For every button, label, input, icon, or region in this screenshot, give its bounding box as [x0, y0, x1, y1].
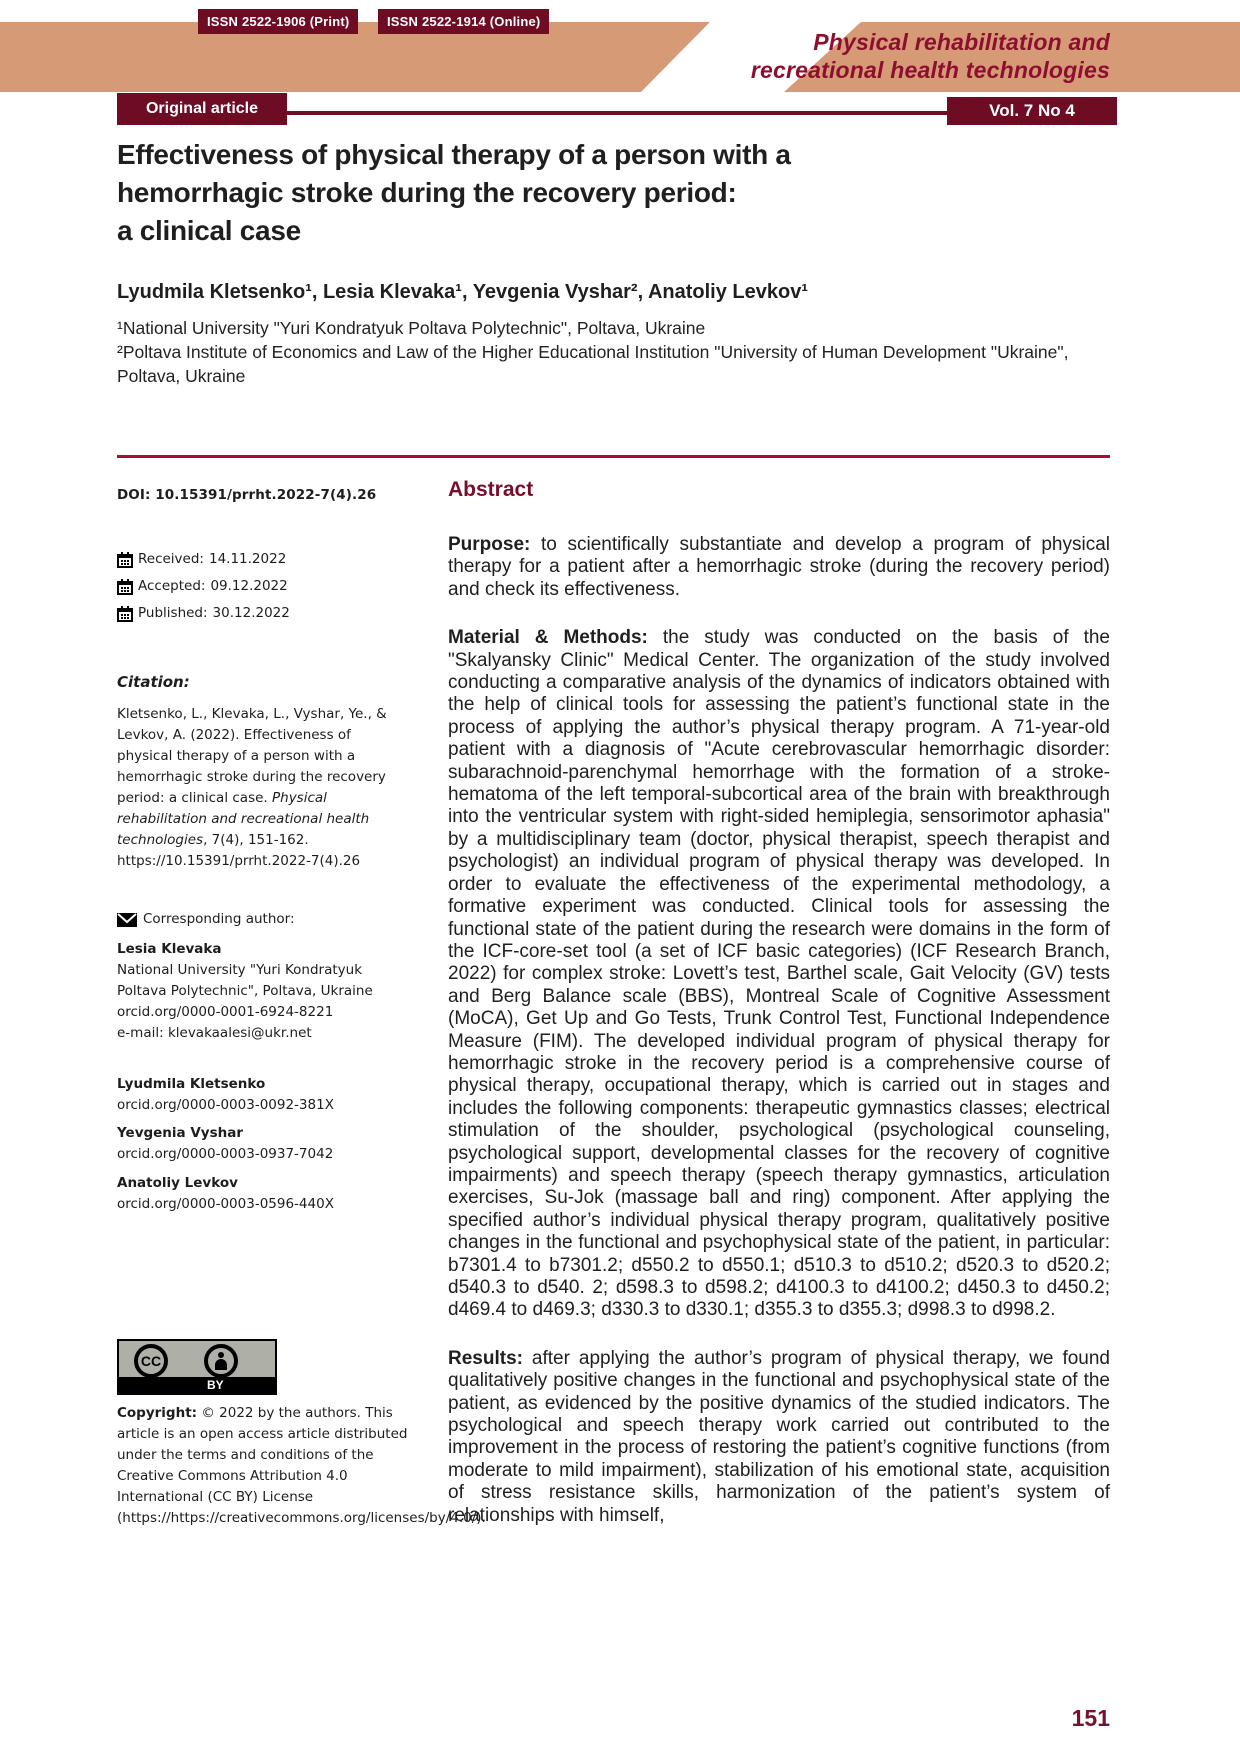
calendar-icon — [117, 552, 133, 568]
cc-by-strip — [119, 1377, 275, 1393]
received-label: Received: — [138, 551, 204, 567]
author-orcid-id-1: orcid.org/0000-0003-0092-381X — [117, 1097, 334, 1113]
cc-by-license-badge — [117, 1339, 277, 1395]
corresponding-email: e-mail: klevakaalesi@ukr.net — [117, 1025, 312, 1041]
authors-line: Lyudmila Kletsenko¹, Lesia Klevaka¹, Yevgenia Vyshar², Anatoliy Levkov¹ — [117, 281, 809, 303]
copyright-body: © 2022 by the authors. This article is an open access article distributed under the terms and conditions of the Creative Commons Attribution 4.0 International (CC BY) License (https://https://creativecommons.org/licenses/by/4.0/). — [117, 1405, 486, 1526]
copyright-text — [117, 1403, 486, 1529]
received-row — [117, 546, 410, 573]
corresponding-author-row — [117, 909, 410, 930]
by-label: BY — [207, 1378, 224, 1392]
person-glyph — [214, 1352, 228, 1370]
affiliations — [117, 316, 1110, 388]
published-row — [117, 600, 410, 627]
volume-badge: Vol. 7 No 4 — [947, 97, 1117, 125]
calendar-icon — [117, 579, 133, 595]
received-value: 14.11.2022 — [208, 551, 287, 567]
abstract-results-paragraph — [448, 1348, 1110, 1527]
corresponding-label: Corresponding author: — [143, 911, 295, 927]
column-gap — [410, 470, 448, 1553]
envelope-icon — [117, 913, 137, 927]
cc-icon: CC — [134, 1344, 168, 1378]
author-orcid-name-3: Anatoliy Levkov — [117, 1175, 238, 1191]
doi-text: DOI: 10.15391/prrht.2022-7(4).26 — [117, 487, 377, 503]
author-orcid-name-2: Yevgenia Vyshar — [117, 1125, 244, 1141]
citation-pre: Kletsenko, L., Klevaka, L., Vyshar, Ye., & Levkov, A. (2022). Effectiveness of physical therapy of a person with a hemorrhagic stroke during the recovery period: a clinical case. — [117, 706, 387, 806]
corresponding-affiliation: National University "Yuri Kondratyuk Poltava Polytechnic", Poltava, Ukraine — [117, 962, 373, 999]
dates-block — [117, 546, 410, 627]
methods-text: the study was conducted on the basis of the "Skalyansky Clinic" Medical Center. The organization of the study involved conducting a comparative analysis of the dynamics of indicators obtained with the help of clinical tools for assessing the patient’s functional state in the process of applying the author’s physical therapy program. A 71-year-old patient with a diagnosis of "Acute cerebrovascular hemorrhagic disorder: subarachnoid-parenchymal hemorrhage with the formation of a stroke-hematoma of the left temporal-subcortical area of the brain with breakthrough into the ventricular system with right-sided hemiplegia, sensorimotor aphasia" by a multidisciplinary team (doctor, physical therapist, speech therapist and psychologist) an individual program of physical therapy was developed. In order to evaluate the effectiveness of the experimental methodology, a formative experiment was conducted. Clinical tools for assessing the functional state of the patient during the research were domains in the form of the ICF-core-set tool (a set of ICF basic categories) (ICF Research Branch, 2022) for complex stroke: Lovett’s test, Barthel scale, Gait Velocity (GV) tests and Berg Balance scale (BBS), Montreal Scale of Cognitive Assessment (MoCA), Get Up and Go Tests, Trunk Control Test, Functional Independence Measure (FIM). The developed individual program of physical therapy for hemorrhagic stroke in the recovery period is a comprehensive course of physical therapy, occupational therapy, which is carried out in stages and includes the following components: therapeutic gymnastics classes; electrical stimulation of the shoulder, psychological (psychological counseling, psychological support, developmental classes for the recovery of cognitive impairments) and speech therapy (speech therapy gymnastics, articulation exercises, Su-Jok (massage ball and ring) component. After applying the specified author’s individual physical therapy program, qualitatively positive changes in the functional and psychophysical state of the patient, in particular: b7301.4 to b7301.2; d550.2 to d550.1; d510.3 to d510.2; d520.3 to d520.2; d540.3 to d540. 2; d598.3 to d598.2; d4100.3 to d4100.2; d450.3 to d450.2; d469.4 to d469.3; d330.3 to d330.1; d355.3 to d355.3; d998.3 to d998.2. — [448, 627, 1110, 1321]
copyright-lead: Copyright: — [117, 1405, 198, 1421]
published-value: 30.12.2022 — [212, 605, 290, 621]
abstract-methods-paragraph — [448, 627, 1110, 1322]
article-type-badge: Original article — [117, 93, 287, 125]
article-title-line2: hemorrhagic stroke during the recovery period: — [117, 177, 737, 208]
corresponding-name: Lesia Klevaka — [117, 941, 222, 957]
purpose-lead: Purpose: — [448, 534, 531, 555]
affiliation-2: ²Poltava Institute of Economics and Law of the Higher Educational Institution "University of Human Development "Ukraine", Poltava, Ukraine — [117, 342, 1069, 386]
author-orcid-id-3: orcid.org/0000-0003-0596-440X — [117, 1196, 334, 1212]
abstract-column — [448, 470, 1110, 1553]
citation-journal-italic: Physical rehabilitation and recreational health technologies — [117, 790, 370, 848]
citation-heading: Citation: — [117, 673, 190, 691]
methods-lead: Material & Methods: — [448, 627, 648, 649]
content-columns — [117, 470, 1110, 1553]
affiliation-1: ¹National University "Yuri Kondratyuk Poltava Polytechnic", Poltava, Ukraine — [117, 318, 706, 338]
corresponding-orcid: orcid.org/0000-0001-6924-8221 — [117, 1004, 334, 1020]
abstract-purpose-paragraph — [448, 534, 1110, 601]
header-connector-line — [287, 111, 947, 115]
purpose-text: to scientifically substantiate and develop a program of physical therapy for a patient after a hemorrhagic stroke (during the recovery period) and check its effectiveness. — [448, 534, 1110, 600]
separator-rule — [117, 455, 1110, 458]
author-orcid-name-1: Lyudmila Kletsenko — [117, 1076, 266, 1092]
calendar-icon — [117, 606, 133, 622]
page-number: 151 — [1071, 1705, 1110, 1731]
attribution-person-icon — [204, 1344, 238, 1378]
citation-post: , 7(4), 151-162. https://10.15391/prrht.2022-7(4).26 — [117, 832, 361, 869]
accepted-row — [117, 573, 410, 600]
citation-text — [117, 704, 410, 872]
results-lead: Results: — [448, 1347, 523, 1369]
journal-title — [751, 28, 1110, 84]
author-orcid-id-2: orcid.org/0000-0003-0937-7042 — [117, 1146, 334, 1162]
article-title — [117, 136, 1037, 250]
accepted-label: Accepted: — [138, 578, 206, 594]
results-text: after applying the author’s program of physical therapy, we found qualitatively positive changes in the functional and psychophysical state of the patient, as evidenced by the positive dynamics of the studied indicators. The psychological and speech therapy work carried out contributed to the improvement in the process of restoring the patient’s cognitive functions (from moderate to mild impairment), stabilization of his emotional state, acquisition of stress resistance skills, harmonization of the patient’s system of relationships with himself, — [448, 1347, 1110, 1526]
issn-online-badge: ISSN 2522-1914 (Online) — [378, 9, 549, 34]
issn-print-badge: ISSN 2522-1906 (Print) — [198, 9, 358, 34]
published-label: Published: — [138, 605, 208, 621]
article-title-line1: Effectiveness of physical therapy of a person with a — [117, 139, 791, 170]
journal-title-line2: recreational health technologies — [750, 57, 1110, 83]
accepted-value: 09.12.2022 — [210, 578, 288, 594]
article-title-line3: a clinical case — [117, 215, 301, 246]
journal-title-line1: Physical rehabilitation and — [813, 29, 1110, 55]
abstract-heading: Abstract — [448, 478, 534, 501]
